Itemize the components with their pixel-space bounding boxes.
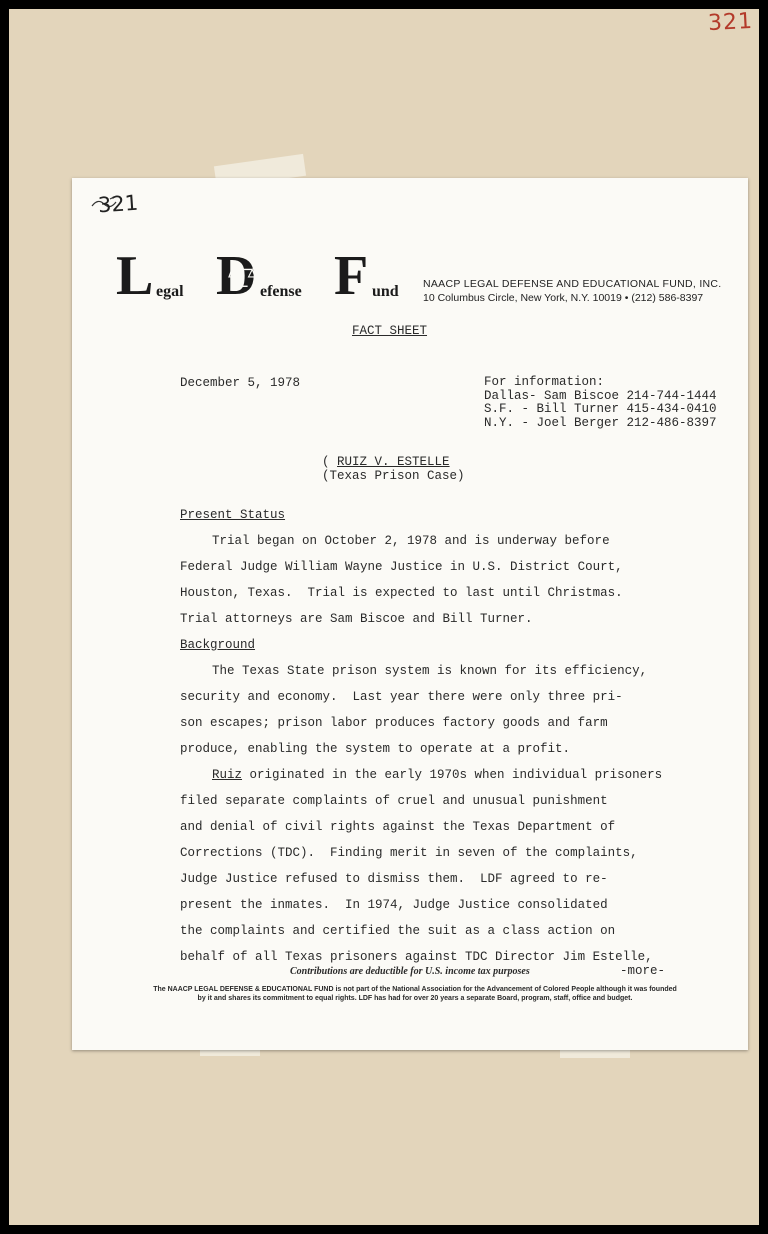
logo-letter-f: F <box>334 245 369 307</box>
case-name: RUIZ V. ESTELLE <box>337 455 450 469</box>
body-text: originated in the early 1970s when individual prisoners <box>242 768 663 782</box>
body-line: Federal Judge William Wayne Justice in U.S. District Court, <box>180 560 623 574</box>
logo-letter-l: L <box>116 245 154 307</box>
body-line: the complaints and certified the suit as a class action on <box>180 924 616 938</box>
case-subtitle: (Texas Prison Case) <box>322 469 465 483</box>
logo-word-und: und <box>372 283 399 300</box>
body-line: The Texas State prison system is known for its efficiency, <box>212 664 648 678</box>
body-line: Trial attorneys are Sam Biscoe and Bill Turner. <box>180 612 533 626</box>
case-paren: ( <box>322 455 330 469</box>
archive-number: 321 <box>707 8 754 37</box>
body-line: filed separate complaints of cruel and unusual punishment <box>180 794 608 808</box>
body-line: Corrections (TDC). Finding merit in seven of the complaints, <box>180 846 638 860</box>
scales-of-justice-icon <box>228 262 256 290</box>
case-short-name: Ruiz <box>212 768 243 782</box>
body-line: son escapes; prison labor produces factory goods and farm <box>180 716 608 730</box>
body-line: produce, enabling the system to operate at a profit. <box>180 742 571 756</box>
more-marker: -more- <box>620 964 666 978</box>
body-line: Houston, Texas. Trial is expected to last until Christmas. <box>180 586 623 600</box>
body-line: present the inmates. In 1974, Judge Justice consolidated <box>180 898 608 912</box>
logo-letter-d: D <box>216 245 257 307</box>
logo-word-efense: efense <box>260 283 302 300</box>
body-line <box>212 768 662 782</box>
logo-word-egal: egal <box>156 283 184 300</box>
tax-note: Contributions are deductible for U.S. income tax purposes <box>290 966 530 977</box>
page-title: FACT SHEET <box>352 324 428 338</box>
org-address: 10 Columbus Circle, New York, N.Y. 10019 • (212) 586-8397 <box>423 292 704 304</box>
contact-info <box>484 376 717 430</box>
document-date: December 5, 1978 <box>180 376 301 390</box>
section-heading-present-status: Present Status <box>180 508 286 522</box>
sheet-number: 321 <box>97 190 139 218</box>
section-heading-background: Background <box>180 638 256 652</box>
footer-disclaimer: The NAACP LEGAL DEFENSE & EDUCATIONAL FUND is not part of the National Association for the Advancement of Colored People although it was founded by it and shares its commitment to equal rights. LDF has had for over 20 years a separate Board, program, staff, office and budget. <box>153 986 677 1002</box>
body-line: behalf of all Texas prisoners against TDC Director Jim Estelle, <box>180 950 653 964</box>
body-line: security and economy. Last year there were only three pri- <box>180 690 623 704</box>
body-line: Judge Justice refused to dismiss them. LDF agreed to re- <box>180 872 608 886</box>
org-name: NAACP LEGAL DEFENSE AND EDUCATIONAL FUND, INC. <box>423 278 722 290</box>
contact-line: S.F. - Bill Turner 415-434-0410 <box>484 402 717 416</box>
contact-line: Dallas- Sam Biscoe 214-744-1444 <box>484 388 717 403</box>
body-line: and denial of civil rights against the Texas Department of <box>180 820 616 834</box>
contact-label: For information: <box>484 375 605 389</box>
body-line: Trial began on October 2, 1978 and is underway before <box>212 534 610 548</box>
contact-line: N.Y. - Joel Berger 212-486-8397 <box>484 415 717 430</box>
ldf-logo <box>116 245 408 307</box>
org-header <box>423 278 722 304</box>
case-title <box>322 455 465 483</box>
